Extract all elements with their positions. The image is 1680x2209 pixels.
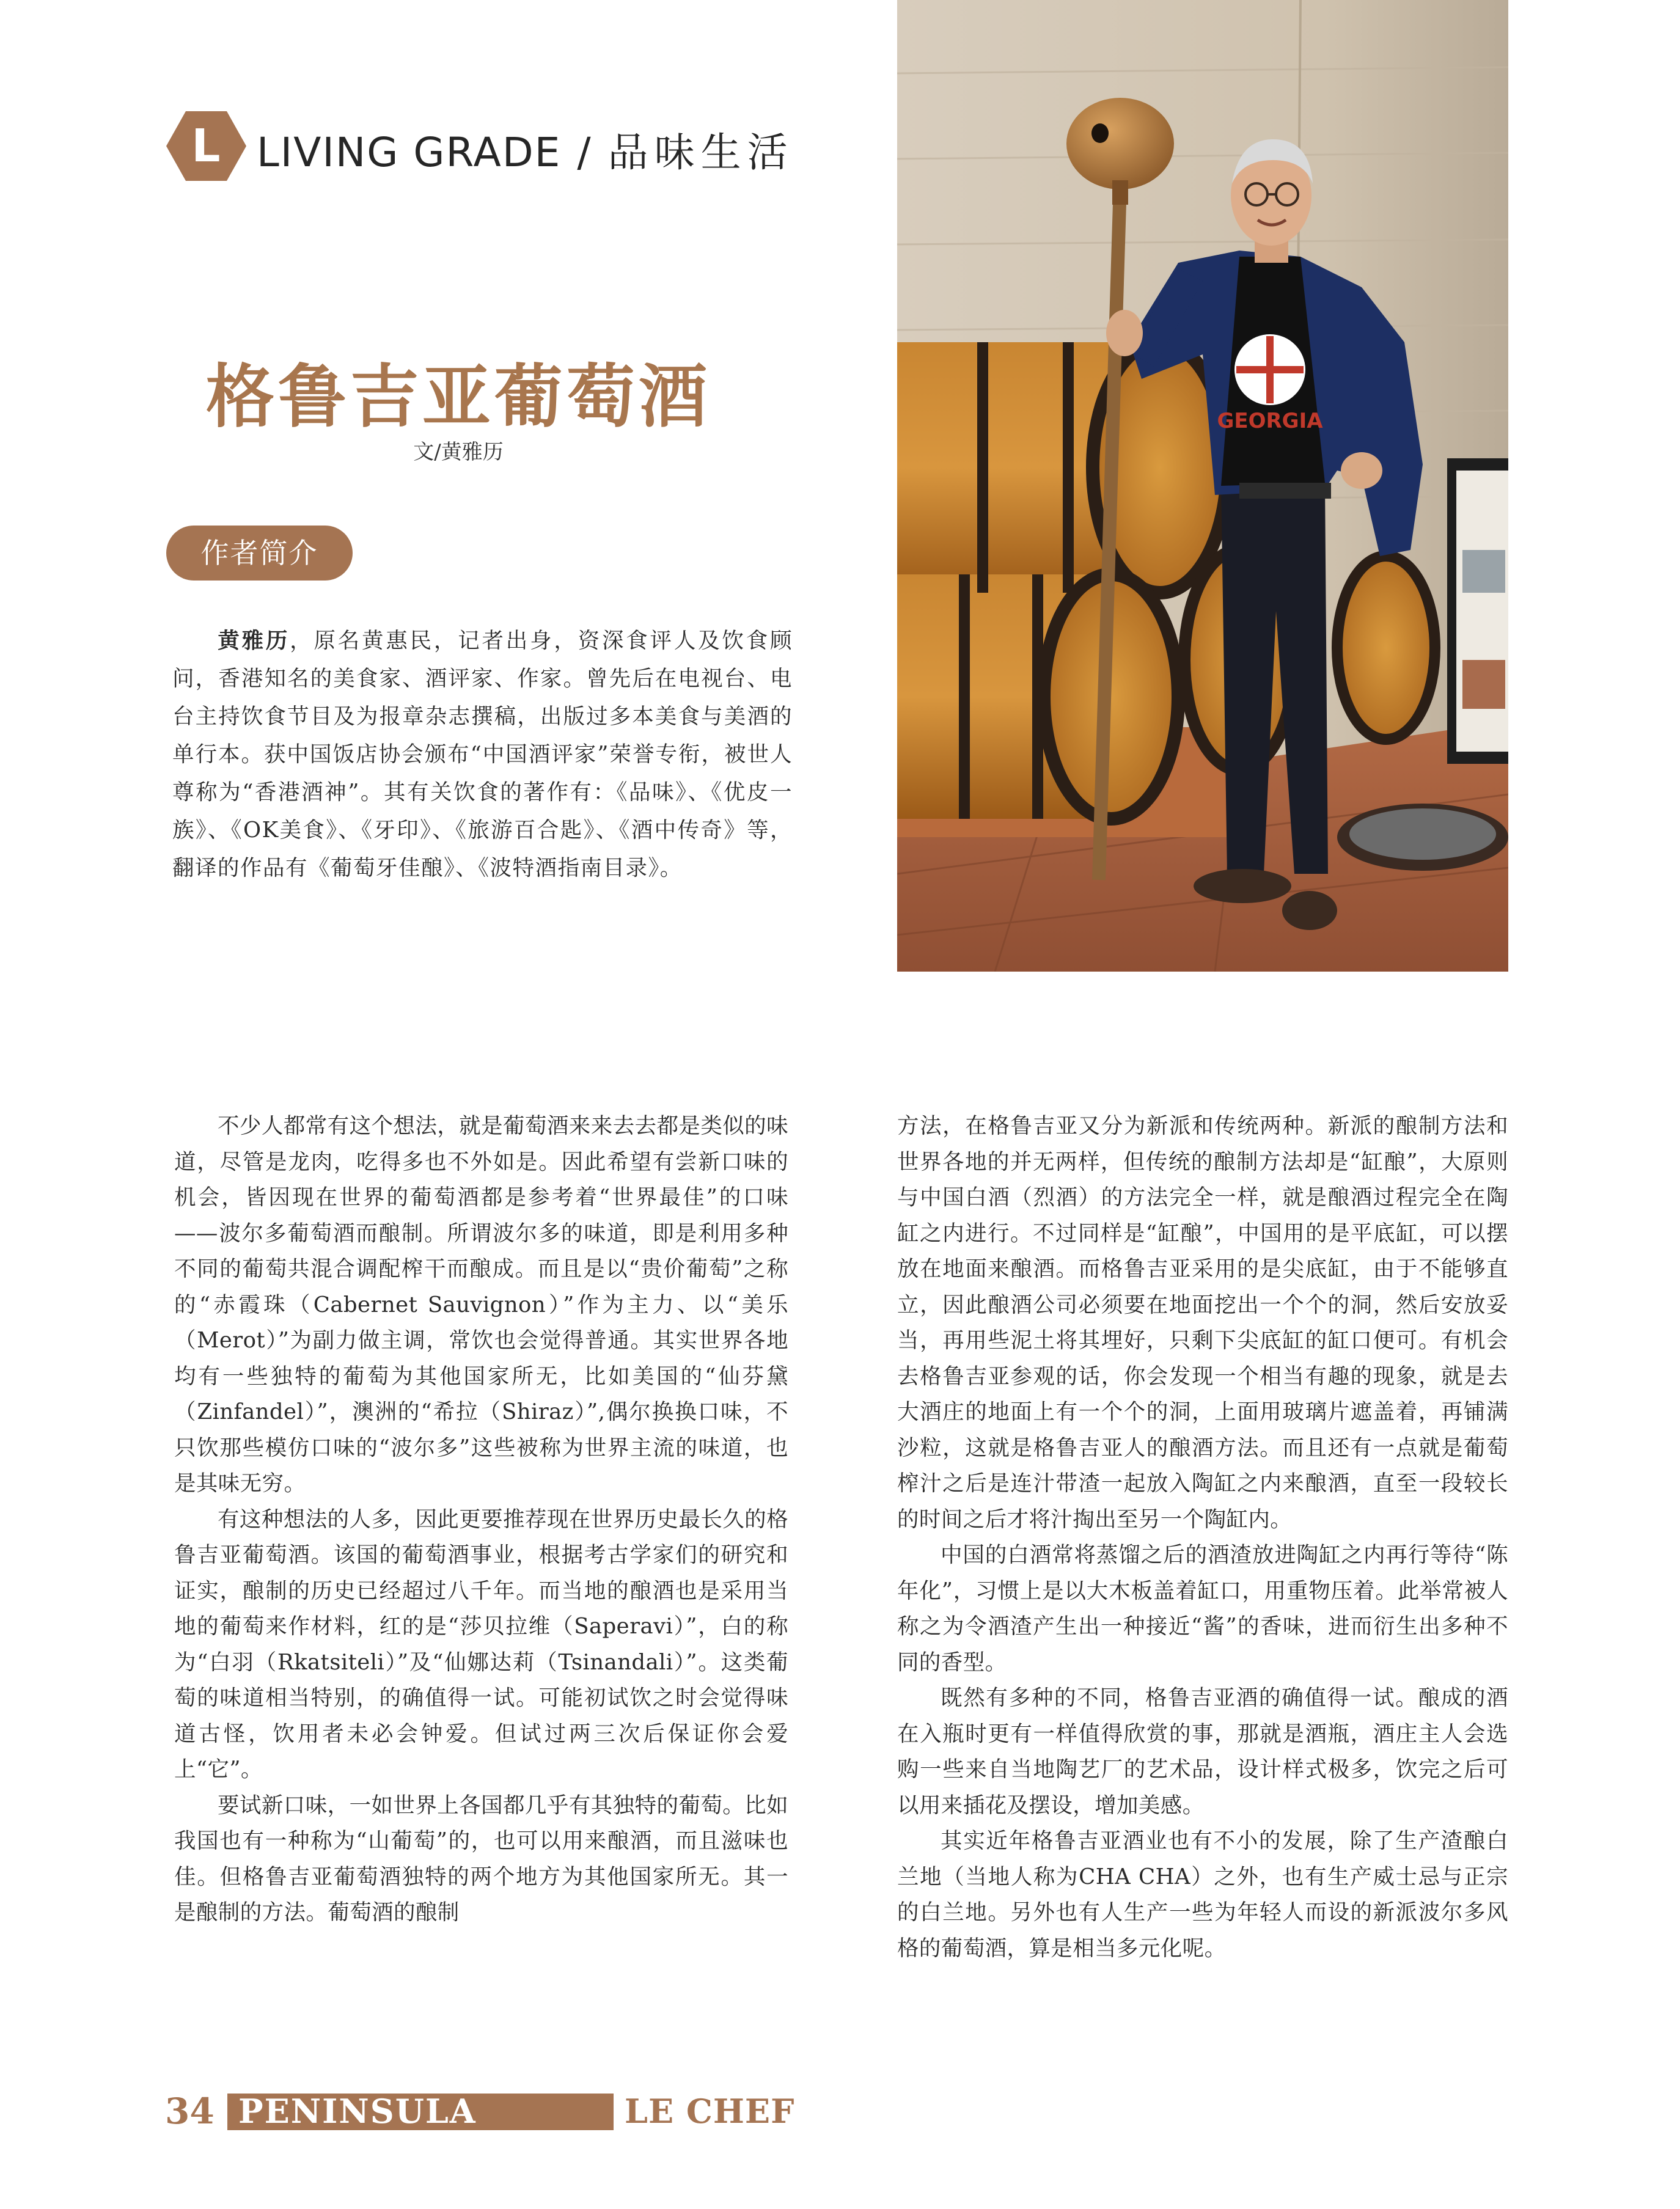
article-column-left	[174, 1108, 788, 1931]
logo-letter: L	[191, 120, 221, 172]
article-column-right	[897, 1108, 1508, 1966]
page-number: 34	[165, 2090, 215, 2132]
paragraph: 有这种想法的人多，因此更要推荐现在世界历史最长久的格鲁吉亚葡萄酒。该国的葡萄酒事业，根据考古学家们的研究和证实，酿制的历史已经超过八千年。而当地的酿酒也是采用当地的葡萄来作材料，红的是“莎贝拉维（Saperavi）”，白的称为“白羽（Rkatsiteli）”及“仙娜达莉（Tsinandali）”。这类葡萄的味道相当特别，的确值得一试。可能初试饮之时会觉得味道古怪，饮用者未必会钟爱。但试过两三次后保证你会爱上“它”。	[174, 1506, 788, 1782]
author-bio-text: ，原名黄惠民，记者出身，资深食评人及饮食顾问，香港知名的美食家、酒评家、作家。曾先后在电视台、电台主持饮食节目及为报章杂志撰稿，出版过多本美食与美酒的单行本。获中国饭店协会颁布“中国酒评家”荣誉专衔，被世人尊称为“香港酒神”。其有关饮食的著作有：《品味》、《优皮一族》、《OK美食》、《牙印》、《旅游百合匙》、《酒中传奇》等，翻译的作品有《葡萄牙佳酿》、《波特酒指南目录》。	[172, 628, 793, 881]
author-badge: 作者简介	[166, 526, 353, 581]
paragraph: 既然有多种的不同，格鲁吉亚酒的确值得一试。酿成的酒在入瓶时更有一样值得欣赏的事，那就是酒瓶，酒庄主人会选购一些来自当地陶艺厂的艺术品，设计样式极多，饮完之后可以用来插花及摆设，增加美感。	[897, 1685, 1508, 1818]
article-title: 格鲁吉亚葡萄酒	[206, 357, 711, 437]
paragraph: 其实近年格鲁吉亚酒业也有不小的发展，除了生产渣酿白兰地（当地人称为CHA CHA）之外，也有生产威士忌与正宗的白兰地。另外也有人生产一些为年轻人而设的新派波尔多风格的葡萄酒，算是相当多元化呢。	[897, 1828, 1508, 1961]
author-bio	[172, 622, 793, 887]
magazine-name: PENINSULA	[238, 2092, 477, 2131]
magazine-subtitle: LE CHEF	[625, 2092, 795, 2131]
section-label-cn: 品味生活	[607, 129, 794, 176]
article-byline: 文/黄雅历	[413, 440, 504, 464]
paragraph: 不少人都常有这个想法，就是葡萄酒来来去去都是类似的味道，尽管是龙肉，吃得多也不外如是。因此希望有尝新口味的机会，皆因现在世界的葡萄酒都是参考着“世界最佳”的口味——波尔多葡萄酒而酿制。所谓波尔多的味道，即是利用多种不同的葡萄共混合调配榨干而酿成。而且是以“贵价葡萄”之称的“赤霞珠（Cabernet Sauvignon）”作为主力、以“美乐（Merot）”为副力做主调，常饮也会觉得普通。其实世界各地均有一些独特的葡萄为其他国家所无，比如美国的“仙芬黛（Zinfandel）”，澳洲的“希拉（Shiraz）”,偶尔换换口味，不只饮那些模仿口味的“波尔多”这些被称为世界主流的味道，也是其味无穷。	[174, 1113, 788, 1496]
author-photo	[897, 0, 1508, 972]
section-label	[257, 120, 794, 178]
author-name: 黄雅历	[216, 628, 290, 653]
paragraph: 中国的白酒常将蒸馏之后的酒渣放进陶缸之内再行等待“陈年化”，习惯上是以大木板盖着缸口，用重物压着。此举常被人称之为令酒渣产生出一种接近“酱”的香味，进而衍生出多种不同的香型。	[897, 1542, 1508, 1675]
shirt-text: GEORGIA	[1217, 409, 1323, 433]
section-logo-icon	[165, 110, 248, 182]
wine-cellar-photo	[897, 0, 1508, 972]
section-label-en: LIVING GRADE	[257, 129, 562, 176]
paragraph: 要试新口味，一如世界上各国都几乎有其独特的葡萄。比如我国也有一种称为“山葡萄”的，也可以用来酿酒，而且滋味也佳。但格鲁吉亚葡萄酒独特的两个地方为其他国家所无。其一是酿制的方法。葡萄酒的酿制	[174, 1792, 788, 1925]
paragraph: 方法，在格鲁吉亚又分为新派和传统两种。新派的酿制方法和世界各地的并无两样，但传统的酿制方法却是“缸酿”，大原则与中国白酒（烈酒）的方法完全一样，就是酿酒过程完全在陶缸之内进行。不过同样是“缸酿”，中国用的是平底缸，可以摆放在地面来酿酒。而格鲁吉亚采用的是尖底缸，由于不能够直立，因此酿酒公司必须要在地面挖出一个个的洞，然后安放妥当，再用些泥土将其埋好，只剩下尖底缸的缸口便可。有机会去格鲁吉亚参观的话，你会发现一个相当有趣的现象，就是去大酒庄的地面上有一个个的洞，上面用玻璃片遮盖着，再铺满沙粒，这就是格鲁吉亚人的酿酒方法。而且还有一点就是葡萄榨汁之后是连汁带渣一起放入陶缸之内来酿酒，直至一段较长的时间之后才将汁掏出至另一个陶缸内。	[897, 1113, 1508, 1532]
section-separator: /	[577, 129, 592, 176]
